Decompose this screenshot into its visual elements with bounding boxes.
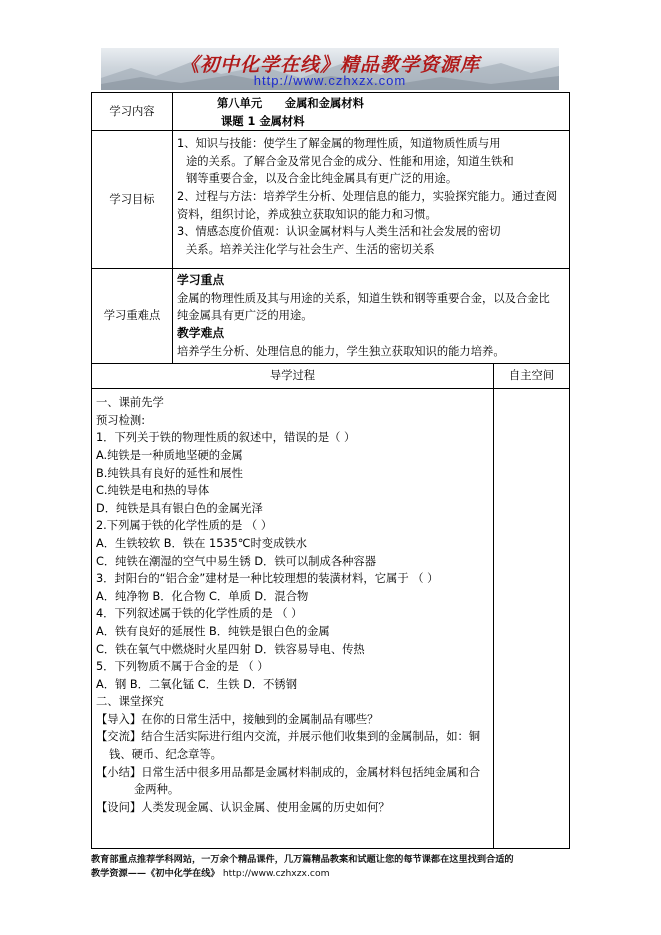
process-line: A．纯净物 B．化合物 C．单质 D．混合物 <box>96 589 309 603</box>
process-line: 5．下列物质不属于合金的是 （ ） <box>96 660 269 674</box>
row-process-header <box>92 364 570 389</box>
process-line: A．铁有良好的延展性 B．纯铁是银白色的金属 <box>96 624 330 638</box>
process-line: 3．封阳台的“铝合金”建材是一种比较理想的装潢材料，它属于 （ ） <box>96 572 439 586</box>
difficulty-title: 教学难点 <box>177 325 225 340</box>
process-line: A．钢 B．二氧化锰 C．生铁 D．不锈钢 <box>96 677 297 691</box>
content-cell <box>173 93 570 131</box>
goal-line: 途的关系。了解合金及常见合金的成分、性能和用途，知道生铁和 <box>186 154 514 168</box>
process-body <box>92 389 494 849</box>
process-line: A.纯铁是一种质地坚硬的金属 <box>96 448 243 462</box>
goals-cell <box>173 131 570 269</box>
banner-title: 《初中化学在线》精品教学资源库 <box>179 54 480 76</box>
process-header: 导学过程 <box>92 364 494 389</box>
footer-url[interactable]: http://www.czhxzx.com <box>222 868 330 879</box>
process-line: B.纯铁具有良好的延性和展性 <box>96 466 243 480</box>
label-goals: 学习目标 <box>92 131 173 269</box>
footer-line-2 <box>91 867 571 881</box>
process-line: 二、课堂探究 <box>96 695 164 709</box>
process-line: 1．下列关于铁的物理性质的叙述中，错误的是（ ） <box>96 431 356 445</box>
process-line: 4．下列叙述属于铁的化学性质的是 （ ） <box>96 607 303 621</box>
row-key-points <box>92 269 570 364</box>
lesson-plan-table <box>91 92 570 849</box>
process-line: 预习检测: <box>96 413 145 427</box>
process-line: D．纯铁是具有银白色的金属光泽 <box>96 501 263 515</box>
goal-line: 钢等重要合金，以及合金比纯金属具有更广泛的用途。 <box>186 172 458 186</box>
process-line: 【交流】结合生活实际进行组内交流，并展示他们收集到的金属制品，如：铜 <box>96 730 481 744</box>
key-points-line: 纯金属具有更广泛的用途。 <box>177 309 313 323</box>
key-points-cell <box>173 269 570 364</box>
label-key-points: 学习重难点 <box>92 269 173 364</box>
process-line: A．生铁较软 B．铁在 1535℃时变成铁水 <box>96 536 307 550</box>
goal-line: 关系。培养关注化学与社会生产、生活的密切关系 <box>186 242 435 256</box>
goal-line: 3、情感态度价值观：认识金属材料与人类生活和社会发展的密切 <box>177 225 501 239</box>
process-line: 金两种。 <box>134 783 180 797</box>
goal-line: 1、知识与技能：使学生了解金属的物理性质，知道物质性质与用 <box>177 137 501 151</box>
row-process-body <box>92 389 570 849</box>
row-content <box>92 93 570 131</box>
unit-title: 第八单元 金属和金属材料 <box>217 97 364 110</box>
lesson-title: 课题 1 金属材料 <box>221 114 305 128</box>
process-line: 【导入】在你的日常生活中，接触到的金属制品有哪些？ <box>96 712 379 726</box>
self-space-cell[interactable] <box>494 389 570 849</box>
goal-line: 资料，组织讨论，养成独立获取知识的能力和习惯。 <box>177 207 437 221</box>
footer-prefix: 教学资源——《初中化学在线》 <box>91 868 220 879</box>
goal-line: 2、过程与方法：培养学生分析、处理信息的能力，实验探究能力。通过查阅 <box>177 189 557 203</box>
site-banner <box>101 48 559 90</box>
process-line: 【小结】日常生活中很多用品都是金属材料制成的，金属材料包括纯金属和合 <box>96 765 481 779</box>
process-line: 2.下列属于铁的化学性质的是 （ ） <box>96 519 273 533</box>
process-line: 【设问】人类发现金属、认识金属、使用金属的历史如何？ <box>96 800 390 814</box>
process-line: 一、课前先学 <box>96 396 164 410</box>
page-footer <box>91 853 571 881</box>
key-points-title: 学习重点 <box>177 273 225 288</box>
process-line: C．纯铁在潮湿的空气中易生锈 D．铁可以制成各种容器 <box>96 554 377 568</box>
difficulty-line: 培养学生分析、处理信息的能力，学生独立获取知识的能力培养。 <box>177 344 505 358</box>
row-goals <box>92 131 570 269</box>
process-line: C.纯铁是电和热的导体 <box>96 484 210 498</box>
label-content: 学习内容 <box>92 93 173 131</box>
key-points-line: 金属的物理性质及其与用途的关系，知道生铁和钢等重要合金，以及合金比 <box>177 291 550 305</box>
banner-url[interactable]: http://www.czhxzx.com <box>253 73 407 88</box>
process-line: C．铁在氧气中燃烧时火星四射 D．铁容易导电、传热 <box>96 642 365 656</box>
process-line: 钱、硬币、纪念章等。 <box>109 748 222 762</box>
footer-line-1: 教育部重点推荐学科网站，一万余个精品课件，几万篇精品教案和试题让您的每节课都在这里找到合适的 <box>91 854 514 865</box>
self-space-header: 自主空间 <box>494 364 570 389</box>
